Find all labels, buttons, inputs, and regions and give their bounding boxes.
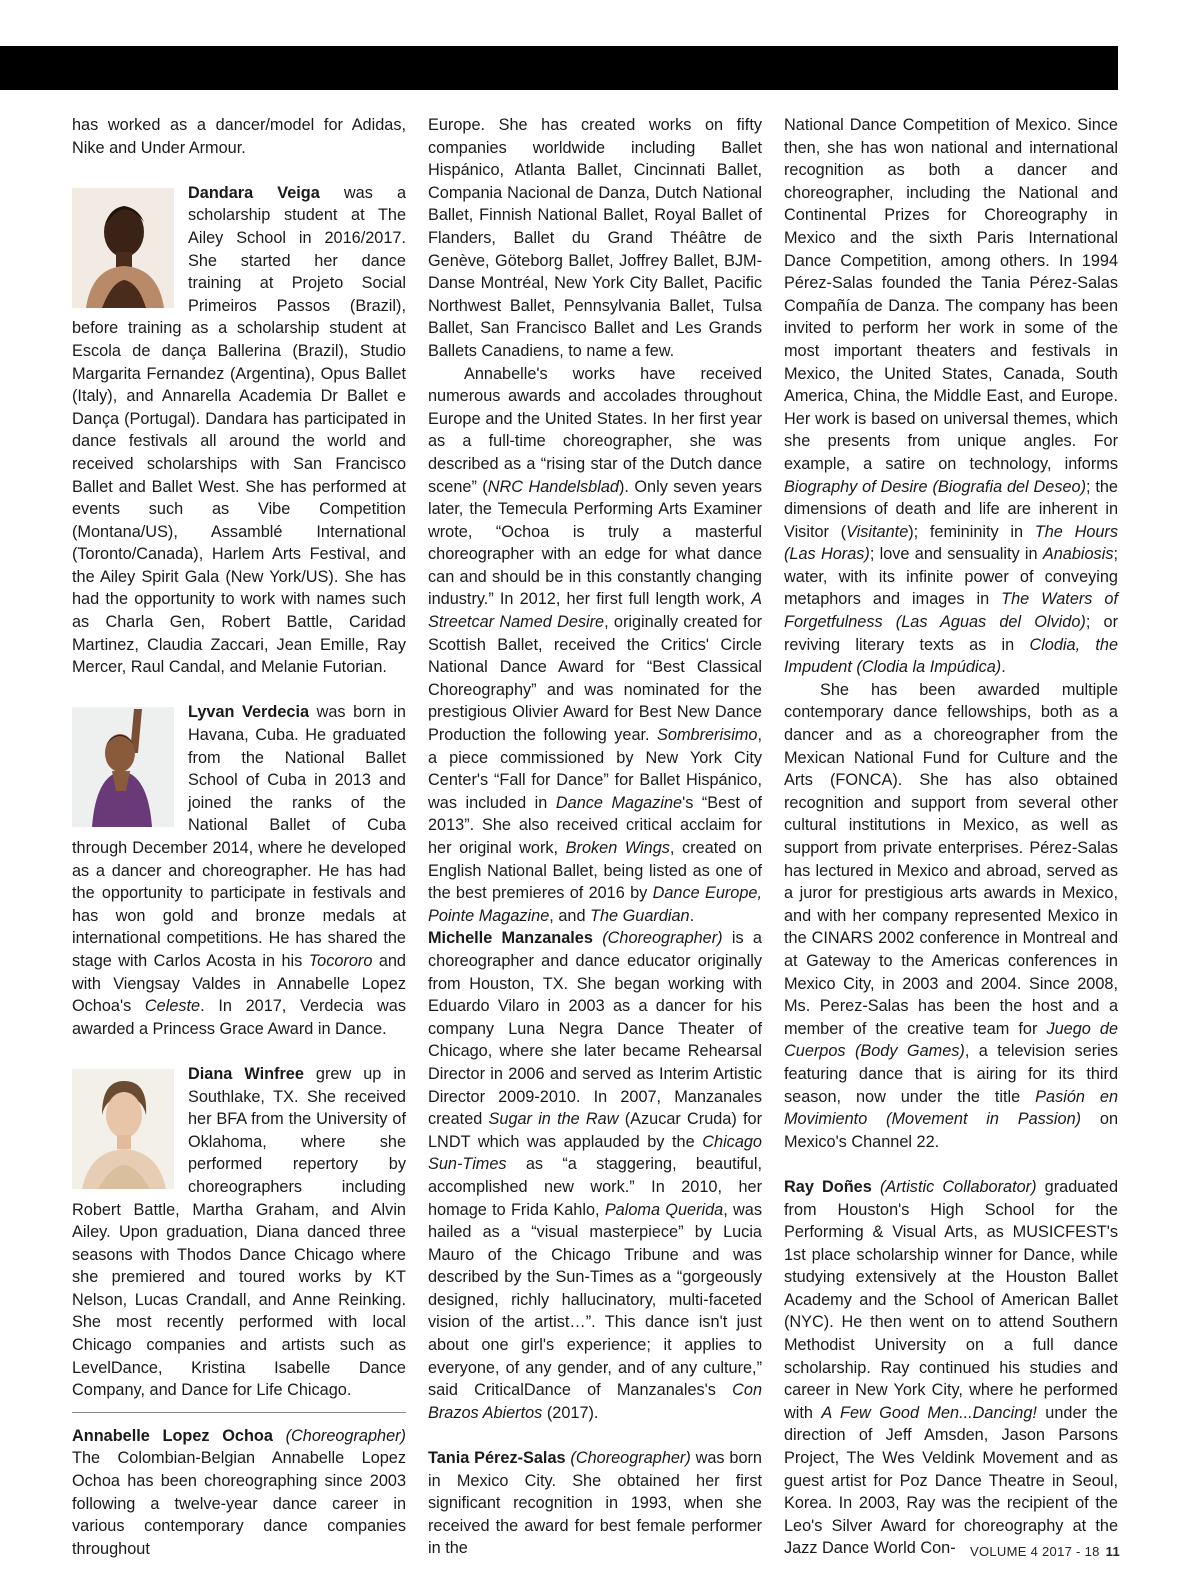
lyvan-verdecia-text-a: was born in Havana, Cuba. He graduated from the National Ballet School of Cuba in 2013 and joined the ranks of the National Ballet of Cuba through December 2014, where he developed as a dancer and choreographer. He has had the opportunity to participate in festivals and has won gold and bronze medals at international competitions. He has shared the stage with Carlos Acosta in his [72, 703, 406, 970]
annabelle-text: The Colombian-Belgian Annabelle Lopez Ochoa has been choreographing since 2003 following a twelve-year dance career in various contemporary dance companies throughout [72, 1449, 406, 1558]
text-run: Chicago Sun-Times [428, 1132, 762, 1174]
text-run: Broken Wings [565, 839, 670, 857]
text-run: A Streetcar Named Desire [428, 590, 762, 632]
text-run: ); femininity in [908, 522, 1035, 541]
text-run: , and [549, 906, 591, 925]
annabelle-lopez-ochoa-name: Annabelle Lopez Ochoa [72, 1426, 273, 1445]
text-run: ; water, with its infinite power of conveying metaphors and images in [784, 545, 1118, 609]
column-1 [72, 114, 406, 1560]
text-run: Visitante [846, 522, 909, 541]
celeste-title: Celeste [144, 997, 201, 1016]
tania-fellowships-paragraph [784, 679, 1118, 1153]
annabelle-awards-paragraph [428, 363, 762, 928]
text-run: 's “Best of 2013”. She also received critical acclaim for her original work, [428, 793, 762, 857]
dandara-veiga-photo [72, 188, 174, 308]
bio-tania-perez-salas [428, 1447, 762, 1560]
text-run [593, 929, 602, 947]
dandara-veiga-text: was a scholarship student at The Ailey School in 2016/2017. She started her dance training at Projeto Social Primeiros Passos (Brazil), before training as a scholarship student at Escola de dança Ballerina (Brazil), Studio Margarita Fernandez (Argentina), Opus Ballet (Italy), and Annarella Academia Dr Ballet e Dança (Portugal). Dandara has participated in dance festivals all around the world and received scholarships with San Francisco Ballet and Ballet West. She has performed at events such as Vibe Competition (Montana/US), Assamblé International (Toronto/Canada), Harlem Arts Festival, and the Ailey Spirit Gala (New York/US). She has had the opportunity to work with names such as Charla Gen, Robert Battle, Caridad Martinez, Claudia Zaccari, Jean Emille, Ray Mercer, Raul Candal, and Melanie Futorian. [72, 183, 406, 677]
tania-career-paragraph [784, 114, 1118, 679]
text-run: Pasión en Movimiento (Movement in Passion) [784, 1087, 1118, 1129]
text-run: Clodia, the Impudent (Clodia la Impúdica) [784, 635, 1118, 677]
lyvan-verdecia-text-c: . In 2017, Verdecia was awarded a Princess Grace Award in Dance. [72, 997, 406, 1038]
text-run: Sombrerisimo [657, 726, 758, 745]
text-run: She has been awarded multiple contemporary dance fellowships, both as a dancer and as a choreographer from the Mexican National Fund for Culture and the Arts (FONCA). She has also obtained recognition and support from several other cultural institutions in Mexico, as well as support from private enterprises. Pérez-Salas has lectured in Mexico and abroad, served as a juror for prestigious arts awards in Mexico, and with her company represented Mexico in the CINARS 2002 conference in Montreal and at Gateway to the Americas conferences in Mexico City, in 2003 and 2004. Since 2008, Ms. Perez-Salas has been the host and a member of the creative team for [784, 680, 1118, 1038]
text-run: is a choreographer and dance educator originally from Houston, TX. She began working with Eduardo Vilaro in 2003 as a dancer for his company Luna Negra Dance Theater of Chicago, where she later became Rehearsal Director in 2006 and served as Interim Artistic Director 2009-2010. In 2007, Manzanales created [428, 929, 762, 1129]
text-run: , a piece commissioned by New York City Center's “Fall for Dance” for Ballet Hispánico, was included in [428, 726, 762, 812]
section-divider [72, 1412, 406, 1413]
text-run: NRC Handelsblad [487, 477, 619, 496]
bio-dandara-veiga [72, 182, 406, 679]
text-run: (Artistic Collaborator) [879, 1177, 1037, 1196]
text-run: Juego de Cuerpos (Body Games) [784, 1019, 1118, 1061]
text-run: A Few Good Men...Dancing! [821, 1403, 1037, 1422]
text-run: Con Brazos Abiertos [428, 1381, 762, 1422]
bio-michelle-manzanales [428, 927, 762, 1424]
text-run: (Choreographer) [570, 1449, 691, 1468]
page-footer [970, 1544, 1120, 1559]
tocororo-title: Tocororo [308, 951, 373, 970]
lyvan-verdecia-name: Lyvan Verdecia [188, 703, 310, 722]
text-run: . [1001, 658, 1006, 677]
text-run: . [689, 906, 695, 925]
text-run: Michelle Manzanales [428, 929, 593, 948]
bio-lyvan-verdecia [72, 701, 406, 1040]
text-run: The Waters of Forgetfulness (Las Aguas del Olvido) [784, 590, 1118, 632]
bio-annabelle-lopez-ochoa [72, 1425, 406, 1561]
text-run [872, 1178, 880, 1196]
volume-label: VOLUME 4 2017 - 18 [969, 1544, 1100, 1559]
intro-paragraph: has worked as a dancer/model for Adidas, Nike and Under Armour. [72, 116, 406, 157]
column-2 [428, 114, 762, 1560]
page-number: 11 [1105, 1544, 1120, 1559]
annabelle-role: (Choreographer) [285, 1426, 406, 1445]
dandara-veiga-name: Dandara Veiga [188, 183, 320, 202]
text-run: Paloma Querida [604, 1200, 724, 1219]
text-run: (Choreographer) [602, 929, 723, 948]
text-run: , created on English National Ballet, being listed as one of the best premieres of 2016 by [428, 839, 763, 903]
header-bar [0, 46, 1118, 90]
text-run: graduated from Houston's High School for the Performing & Visual Arts, as MUSICFEST's 1st place scholarship winner for Dance, while studying extensively at the Houston Ballet Academy and the School of American Ballet (NYC). He then went on to attend Southern Methodist University on a full dance scholarship. Ray continued his studies and career in New York City, where he performed with [784, 1177, 1119, 1422]
text-run: on Mexico's Channel 22. [784, 1110, 1119, 1151]
text-run: Dance Europe, Pointe Magazine [428, 884, 762, 925]
diana-winfree-photo [72, 1069, 174, 1189]
text-run: Sugar in the Raw [488, 1110, 619, 1129]
lyvan-verdecia-photo [72, 707, 174, 827]
annabelle-companies-paragraph: Europe. She has created works on fifty companies worldwide including Ballet Hispánico, Atlanta Ballet, Cincinnati Ballet, Compania Nacional de Danza, Dutch National Ballet, Finnish National Ballet, Royal Ballet of Flanders, Ballet du Grand Théâtre de Genève, Göteborg Ballet, Joffrey Ballet, BJM-Danse Montréal, New York City Ballet, Pacific Northwest Ballet, Pennsylvania Ballet, Tulsa Ballet, San Francisco Ballet and Les Grands Ballets Canadiens, to name a few. [428, 116, 762, 360]
text-run: Biography of Desire (Biografia del Deseo) [784, 477, 1086, 496]
text-run: Dance Magazine [555, 793, 683, 812]
text-run: as “a staggering, beautiful, accomplished new work.” In 2010, her homage to Frida Kahlo, [428, 1155, 762, 1219]
text-run: , was hailed as a “visual masterpiece” by Lucia Mauro of the Chicago Tribune and was described by the Sun-Times as a “gorgeously designed, richly hallucinatory, multi-faceted vision of the artist…”. This dance isn't just about one girl's experience; it applies to everyone, of any gender, and of any culture,” said CriticalDance of Manzanales's [428, 1200, 762, 1400]
text-run: The Guardian [590, 906, 690, 925]
column-3 [784, 114, 1118, 1560]
text-run: , originally created for Scottish Ballet, received the Critics' Circle National Dance Award for “Best Classical Choreography” and was nominated for the prestigious Olivier Award for Best New Dance Production the following year. [428, 613, 762, 745]
text-run: ). Only seven years later, the Temecula Performing Arts Examiner wrote, “Ochoa is truly a masterful choreographer with an edge for what dance can and should be in this constantly changing industry.” In 2012, her first full length work, [428, 477, 762, 609]
bio-ray-dones [784, 1176, 1118, 1560]
text-run: , a television series featuring dance that is airing for its third season, now under the title [784, 1042, 1118, 1106]
lyvan-verdecia-text-b: and with Viengsay Valdes in Annabelle Lopez Ochoa's [72, 951, 406, 1016]
text-run: Ray Doñes [784, 1177, 872, 1196]
text-run: The Hours (Las Horas) [784, 522, 1118, 564]
text-run: ; love and sensuality in [869, 545, 1043, 564]
text-run: (2017). [542, 1403, 599, 1422]
text-run: was born in Mexico City. She obtained her first significant recognition in 1993, when she received the award for best female performer in the [428, 1449, 762, 1558]
text-run: ; or reviving literary texts as in [784, 613, 1118, 654]
diana-winfree-text: grew up in Southlake, TX. She received her BFA from the University of Oklahoma, where she performed repertory by choreographers including Robert Battle, Martha Graham, and Alvin Ailey. Upon graduation, Diana danced three seasons with Thodos Dance Chicago where she premiered and toured works by KT Nelson, Lucas Crandall, and Anne Reinking. She most recently performed with local Chicago companies and artists such as LevelDance, Kristina Isabelle Dance Company, and Dance for Life Chicago. [72, 1064, 406, 1400]
text-run: National Dance Competition of Mexico. Since then, she has won national and international recognition as both a dancer and choreographer, including the National and Continental Prizes for Choreography in Mexico and the sixth Paris International Dance Competition, among others. In 1994 Pérez-Salas founded the Tania Pérez-Salas Compañía de Danza. The company has been invited to perform her work in some of the most important theaters and festivals in Mexico, the United States, Canada, South America, China, the Middle East, and Europe. Her work is based on universal themes, which she presents from unique angles. For example, a satire on technology, informs [784, 116, 1118, 473]
text-run: (Azucar Cruda) for LNDT which was applauded by the [428, 1110, 762, 1151]
text-run: under the direction of Jeff Amsden, Jason Parsons Project, The Wes Veldink Movement and as guest artist for Poz Dance Theatre in Seoul, Korea. In 2003, Ray was the recipient of the Leo's Silver Award for choreography at the Jazz Dance World Con- [784, 1403, 1118, 1558]
diana-winfree-name: Diana Winfree [188, 1064, 304, 1083]
text-run: Anabiosis [1042, 545, 1114, 564]
text-run: Tania Pérez-Salas [428, 1449, 566, 1468]
text-run: Annabelle's works have received numerous awards and accolades throughout Europe and the United States. In her first year as a full-time choreographer, she was described as a “rising star of the Dutch dance scene” ( [428, 364, 762, 496]
bio-diana-winfree [72, 1063, 406, 1402]
text-run: ; the dimensions of death and life are inherent in Visitor ( [784, 477, 1118, 541]
